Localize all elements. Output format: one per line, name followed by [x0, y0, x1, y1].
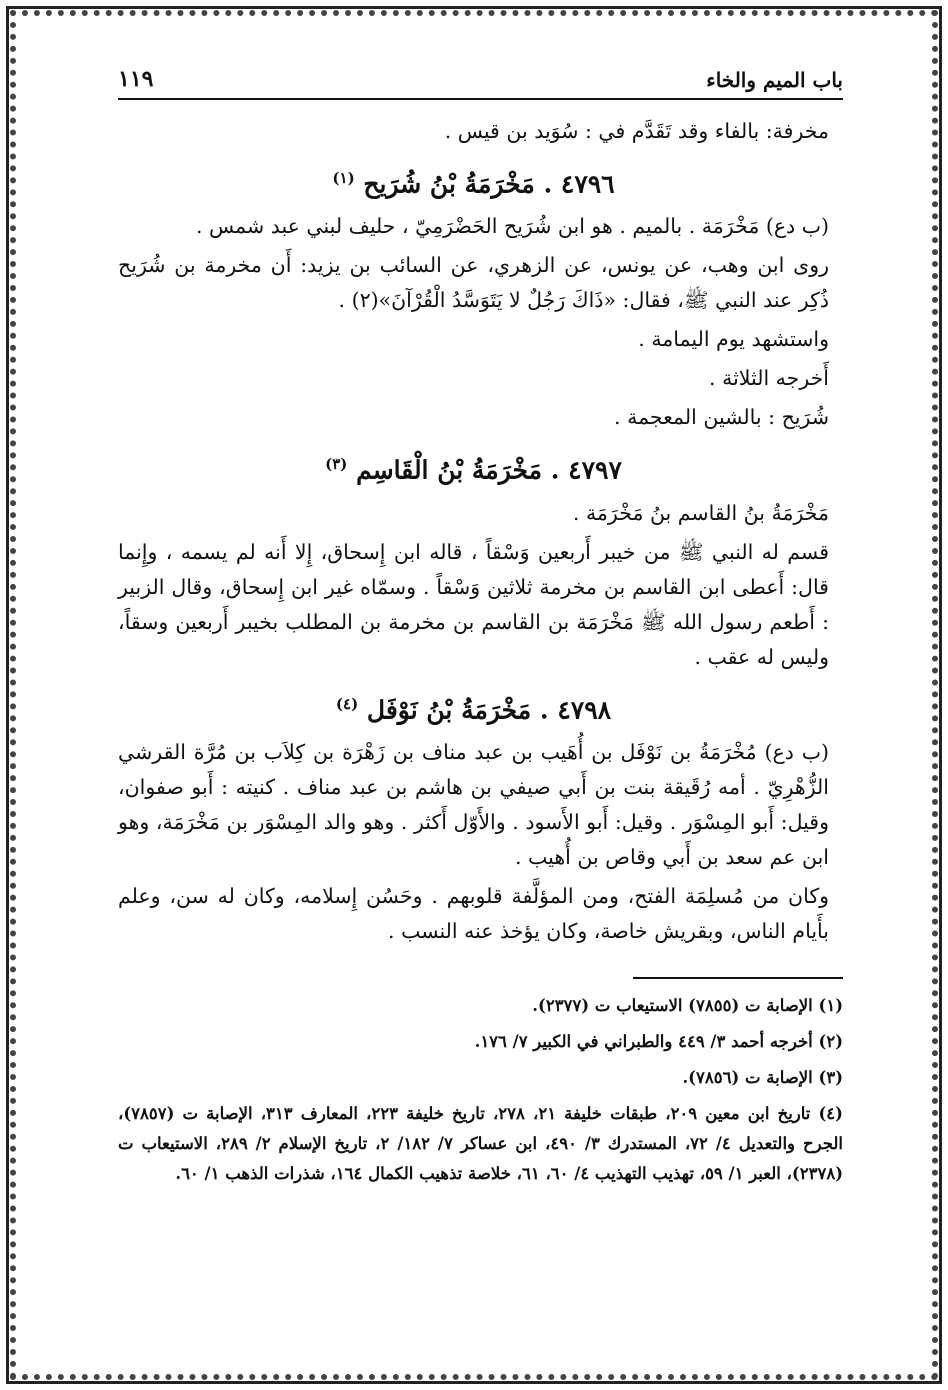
- footnotes: [118, 991, 843, 1189]
- footnote-ref: (٣): [325, 455, 348, 474]
- entry-paragraph: شُرَيح : بالشين المعجمة .: [614, 405, 829, 430]
- entry-paragraph: قسم له النبي ﷺ من خيبر أَربعين وَسْقاً ، قاله ابن إِسحاق، إِلا أَنه لم يسمه ، وإِنما قال: أَعطى ابن القاسم بن مخرمة ثلاثين وَسْقاً . وسمّاه غير ابن إِسحاق، وقال الزبير : أَطعم رسول الله ﷺ مَخْرَمَة بن القاسم بن مخرمة بن المطلب بخيبر أَربعين وسقاً، وليس له عقب .: [118, 539, 829, 669]
- entry-paragraph: مَخْرَمَةُ بنُ القاسم بنُ مَخْرَمَة .: [572, 500, 829, 525]
- entry-heading-4797: ٤٧٩٧ . مَخْرَمَةُ بْنُ الْقَاسِم $^{(٣)}$: [325, 455, 622, 485]
- footnote-ref: (٤): [335, 694, 359, 713]
- entry-name: مَخْرَمَةُ بْنُ الْقَاسِم: [356, 455, 543, 485]
- entry-paragraph: وكان من مُسلِمَة الفتح، ومن المؤلَّفة قلوبهم . وحَسُن إِسلامه، وكان له سن، وعلم بأَيام الناس، وبقريش خاصة، وكان يؤخذ عنه النسب .: [118, 883, 829, 943]
- entry-paragraph: (ب دع) مَخْرَمَة . بالميم . هو ابن شُرَيح الحَضْرَمِيّ ، حليف لبني عبد شمس .: [195, 214, 829, 239]
- footnote-4: (٤) تاريخ ابن معين ٢٠٩، طبقات خليفة ٢١، ٢٧٨، تاريخ خليفة ٢٢٣، المعارف ٣١٣، الإصابة ت (٧٨٥٧)، الجرح والتعديل ٤/ ٧٢، المستدرك ٣/ ٤٩٠، ابن عساكر ٧/ ١٨٢/ ٢، تاريخ الإسلام ٢/ ٢٨٩، الاستيعاب ت (٢٣٧٨)، العبر ١/ ٥٩، تهذيب التهذيب ٤/ ٦٠، ٦١، خلاصة تذهيب الكمال ١٦٤، شذرات الذهب ١/ ٦٠.: [118, 1103, 843, 1183]
- footnote-ref: (١): [332, 169, 355, 187]
- entry-name: مَخْرَمَةُ بْنُ نَوْفَل: [366, 694, 532, 724]
- footnote-3: (٣) الإصابة ت (٧٨٥٦).: [682, 1067, 843, 1087]
- page-number: ١١٩: [118, 66, 154, 92]
- running-header: [118, 58, 843, 100]
- entry-number: ٤٧٩٦: [560, 169, 615, 199]
- entry-name: مَخْرَمَةُ بْنُ شُرَيح: [363, 169, 535, 199]
- entry-paragraph: روى ابن وهب، عن يونس، عن الزهري، عن السائب بن يزيد: أَن مخرمة بن شُرَيح ذُكِر عند النبي ﷺ، فقال: «ذَاكَ رَجُلٌ لا يَتَوَسَّدُ الْقُرْآنَ»(٢) .: [118, 253, 829, 313]
- entry-paragraph: أَخرجه الثلاثة .: [709, 366, 829, 391]
- footnote-2: (٢) أخرجه أحمد ٣/ ٤٤٩ والطبراني في الكبير ٧/ ١٧٦.: [474, 1031, 843, 1051]
- footnote-separator: [633, 977, 843, 979]
- footnote-1: (١) الإصابة ت (٧٨٥٥) الاستيعاب ت (٢٣٧٧).: [532, 995, 843, 1015]
- entry-paragraph: واستشهد يوم اليمامة .: [638, 327, 829, 352]
- intro-line: مخرفة: بالفاء وقد تَقَدَّم في : سُوَيد بن قيس .: [444, 119, 829, 143]
- entry-heading-4798: ٤٧٩٨ . مَخْرَمَةُ بْنُ نَوْفَل $^{(٤)}$: [335, 694, 612, 724]
- book-page: [118, 58, 843, 1348]
- entry-paragraph: (ب دع) مُخْرَمَةُ بن نَوْفَل بن أُهَيب بن عبد مناف بن زَهْرَة بن كِلاَب بن مُرَّة القرشي الزُّهْرِيّ . أمه رُقَيقة بنت بن أَبي صيفي بن هاشم بن عبد مناف . كنيته : أَبو صفوان، وقيل: أَبو المِسْوَر . وقيل: أَبو الأَسود . والأَوّل أَكثر . وهو والد المِسْوَر بن مَخْرَمَة، وهو ابن عم سعد بن أَبي وقاص بن أُهيب .: [118, 739, 829, 869]
- entry-number: ٤٧٩٧: [568, 455, 622, 485]
- running-title: باب الميم والخاء: [706, 68, 843, 92]
- entry-number: ٤٧٩٨: [557, 694, 612, 724]
- main-text: [118, 114, 843, 949]
- entry-heading-4796: ٤٧٩٦ . مَخْرَمَةُ بْنُ شُرَيح $^{(١)}$: [332, 169, 615, 199]
